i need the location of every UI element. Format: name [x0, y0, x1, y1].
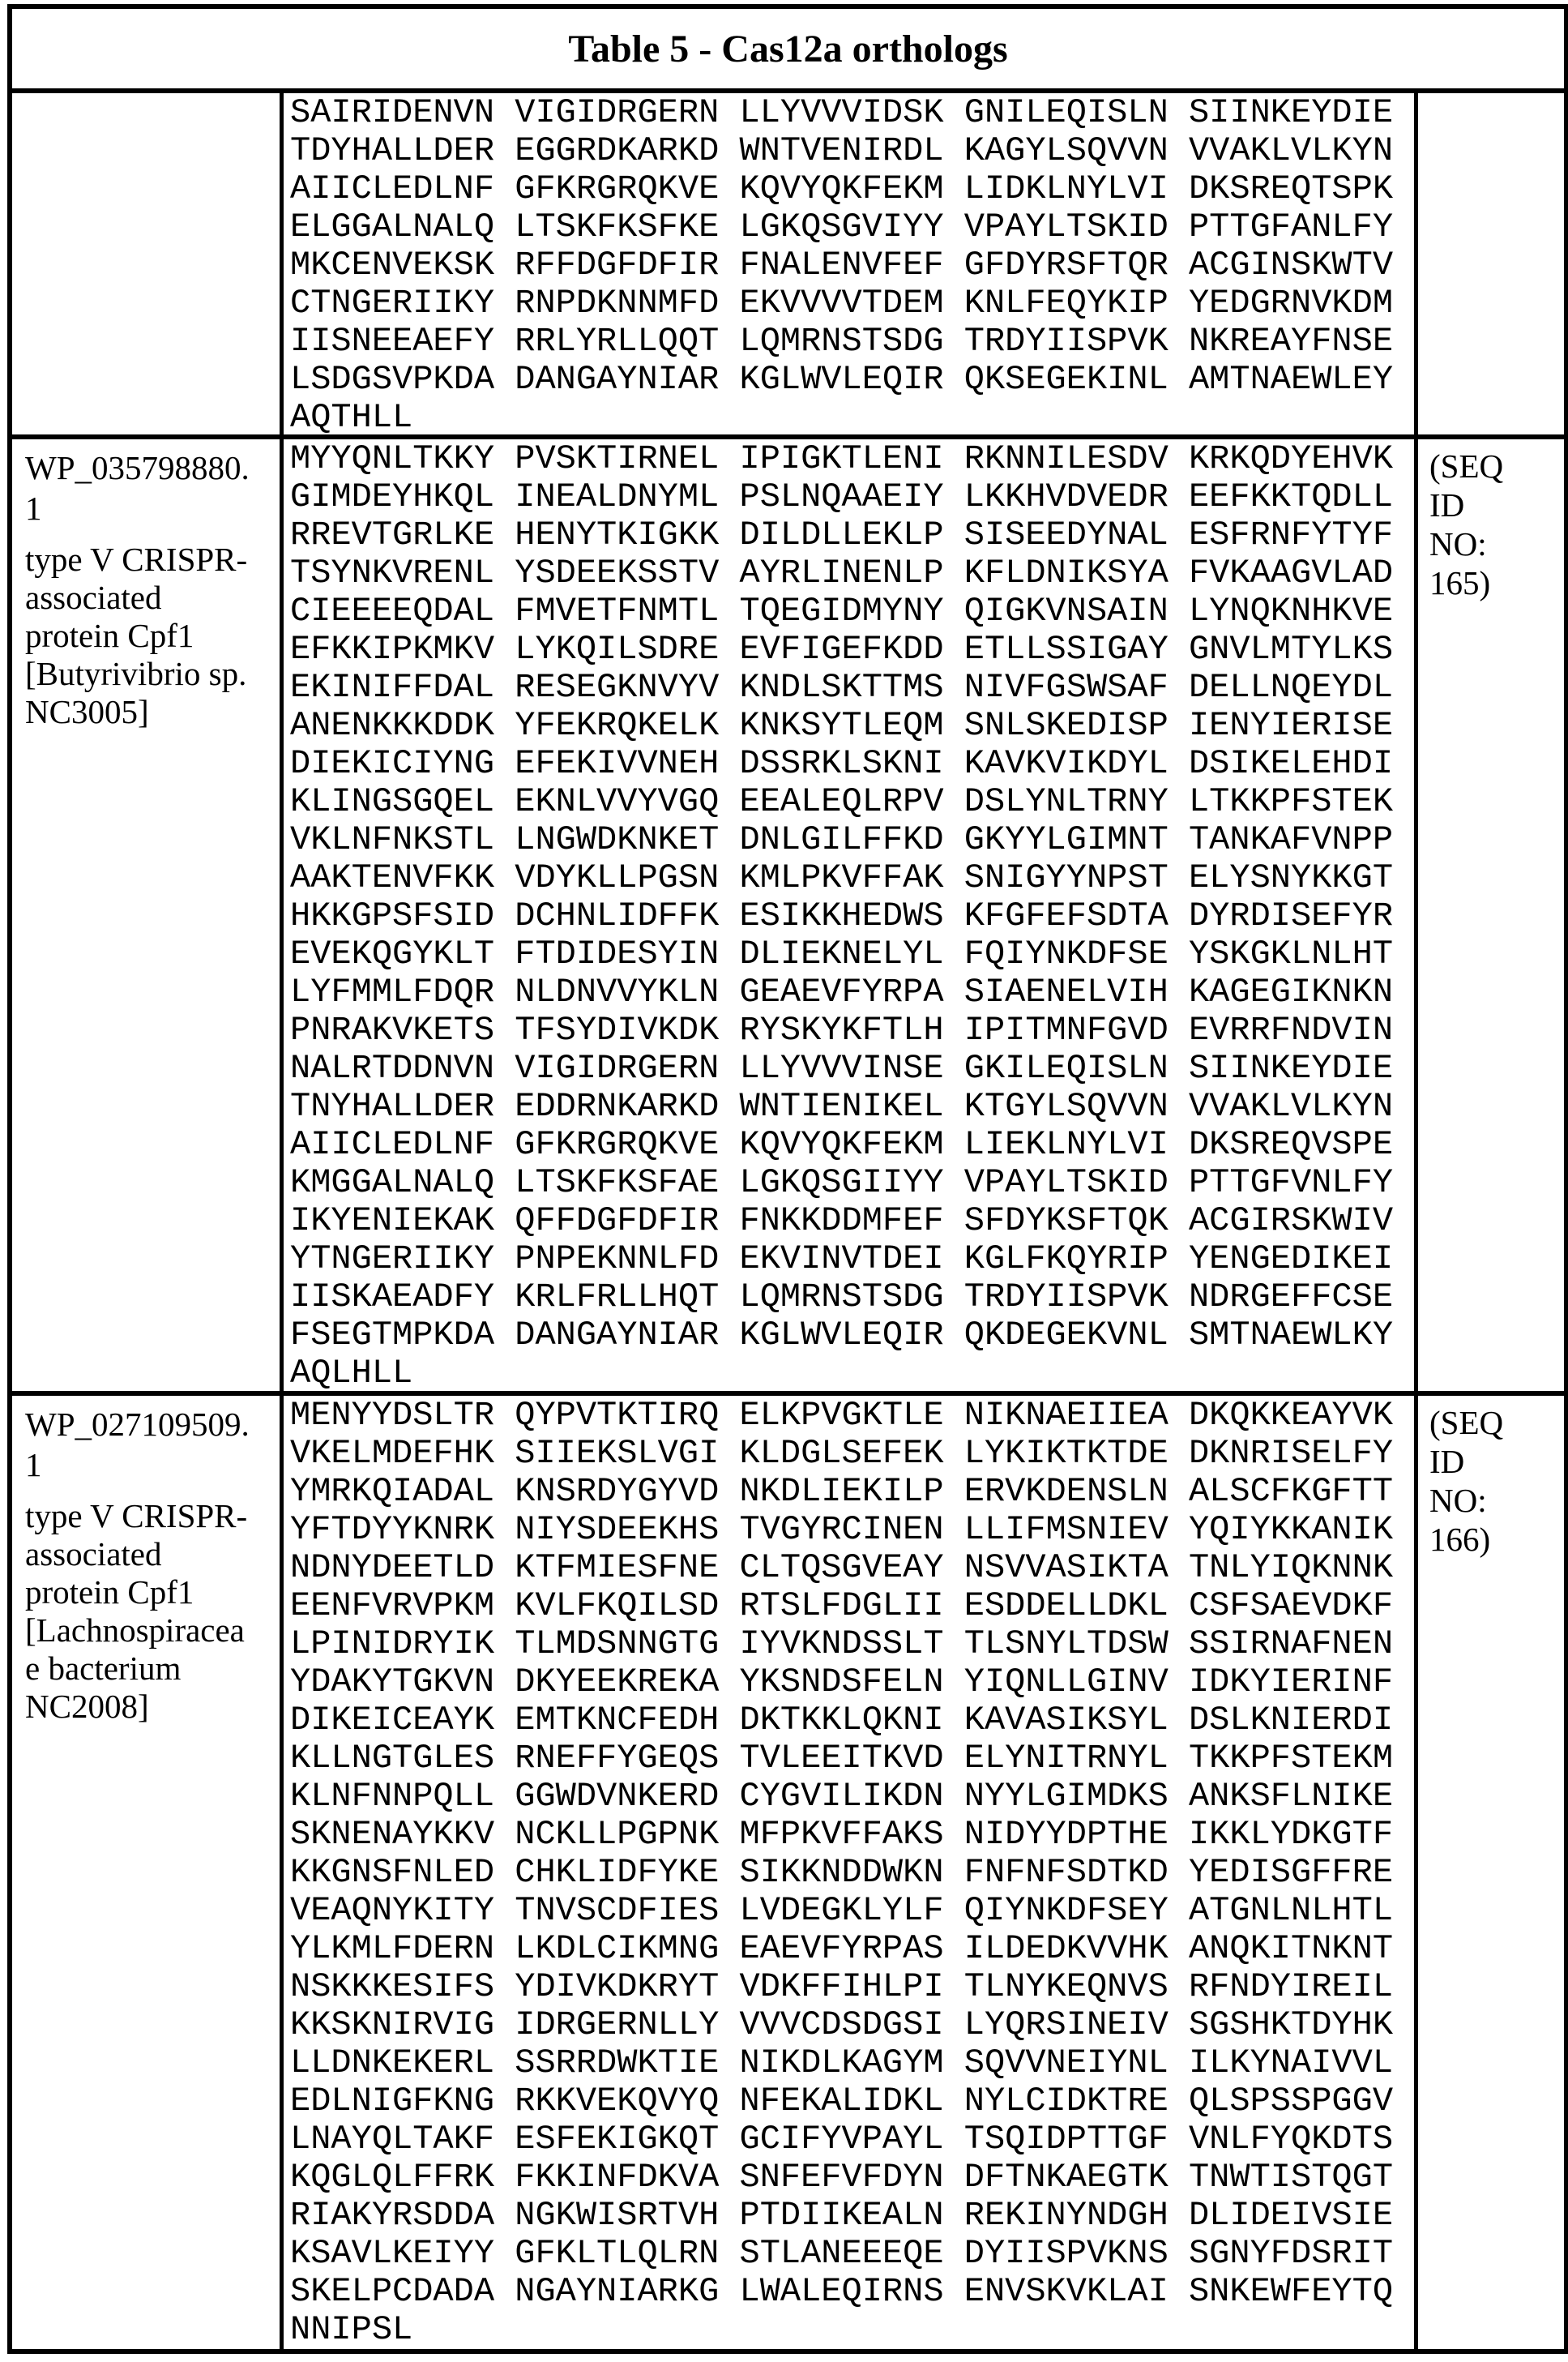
table-title: Table 5 - Cas12a orthologs: [568, 27, 1008, 71]
sequence-text: MYYQNLTKKY PVSKTIRNEL IPIGKTLENI RKNNILESDV KRKQDYEHVK GIMDEYHKQL INEALDNYML PSLNQAAEIY LKKHVDVEDR EEFKKTQDLL RREVTGRLKE HENYTKIGKK DILDLLEKLP SISEEDYNAL ESFRNFYTYF TSYNKVRENL YSDEEKSSTV AYRLINENLP KFLDNIKSYA FVKAAGVLAD CIEEEEQDAL FMVETFNMTL TQEGIDMYNY QIGKVNSAIN LYNQKNHKVE EFKKIPKMKV LYKQILSDRE EVFIGEFKDD ETLLSSIGAY GNVLMTYLKS EKINIFFDAL RESEGKNVYV KNDLSKTTMS NIVFGSWSAF DELLNQEYDL ANENKKKDDK YFEKRQKELK KNKSYTLEQM SNLSKEDISP IENYIERISE DIEKICIYNG EFEKIVVNEH DSSRKLSKNI KAVKVIKDYL DSIKELEHDI KLINGSGQEL EKNLVVYVGQ EEALEQLRPV DSLYNLTRNY LTKKPFSTEK VKLNFNKSTL LNGWDKNKET DNLGILFFKD GKYYLGIMNT TANKAFVNPP AAKTENVFKK VDYKLLPGSN KMLPKVFFAK SNIGYYNPST ELYSNYKKGT HKKGPSFSID DCHNLIDFFK ESIKKHEDWS KFGFEFSDTA DYRDISEFYR EVEKQGYKLT FTDIDESYIN DLIEKNELYL FQIYNKDFSE YSKGKLNLHT LYFMMLFDQR NLDNVVYKLN GEAEVFYRPA SIAENELVIH KAGEGIKNKN PNRAKVKETS TFSYDIVKDK RYSKYKFTLH IPITMNFGVD EVRRFNDVIN NALRTDDNVN VIGIDRGERN LLYVVVINSE GKILEQISLN SIINKEYDIE TNYHALLDER EDDRNKARKD WNTIENIKEL KTGYLSQVVN VVAKLVLKYN AIICLEDLNF GFKRGRQKVE KQVYQKFEKM LIEKLNYLVI DKSREQVSPE KMGGALNALQ LTSKFKSFAE LGKQSGIIYY VPAYLTSKID PTTGFVNLFY IKYENIEKAK QFFDGFDFIR FNKKDDMFEF SFDYKSFTQK ACGIRSKWIV YTNGERIIKY PNPEKNNLFD EKVINVTDEI KGLFKQYRIP YENGEDIKEI IISKAEADFY KRLFRLLHQT LQMRNSTSDG TRDYIISPVK NDRGEFFCSE FSEGTMPKDA DANGAYNIAR KGLWVLEQIR QKDEGEKVNL SMTNAEWLKY AQLHLL: [290, 439, 1394, 1391]
accession-cell: [12, 439, 284, 1391]
seq-id-cell: [1418, 93, 1564, 434]
accession-cell: [12, 93, 284, 434]
sequence-cell: [284, 93, 1418, 434]
orthologs-table: [7, 4, 1568, 2354]
sequence-text: SAIRIDENVN VIGIDRGERN LLYVVVIDSK GNILEQISLN SIINKEYDIE TDYHALLDER EGGRDKARKD WNTVENIRDL KAGYLSQVVN VVAKLVLKYN AIICLEDLNF GFKRGRQKVE KQVYQKFEKM LIDKLNYLVI DKSREQTSPK ELGGALNALQ LTSKFKSFKE LGKQSGVIYY VPAYLTSKID PTTGFANLFY MKCENVEKSK RFFDGFDFIR FNALENVFEF GFDYRSFTQR ACGINSKWTV CTNGERIIKY RNPDKNNMFD EKVVVVTDEM KNLFEQYKIP YEDGRNVKDM IISNEEAEFY RRLYRLLQQT LQMRNSTSDG TRDYIISPVK NKREAYFNSE LSDGSVPKDA DANGAYNIAR KGLWVLEQIR QKSEGEKINL AMTNAEWLEY AQTHLL: [290, 93, 1394, 434]
table-row: [12, 93, 1564, 439]
seq-id-text: (SEQ ID NO: 165): [1429, 447, 1504, 601]
seq-id-text: (SEQ ID NO: 166): [1429, 1404, 1504, 1558]
sequence-cell: [284, 1396, 1418, 2349]
table-row: [12, 439, 1564, 1396]
accession-text: WP_027109509. 1: [25, 1406, 250, 1483]
sequence-cell: [284, 439, 1418, 1391]
table-row: [12, 1396, 1564, 2349]
protein-description: type V CRISPR- associated protein Cpf1 [Butyrivibrio sp. NC3005]: [25, 541, 248, 730]
seq-id-cell: [1418, 1396, 1564, 2349]
seq-id-cell: [1418, 439, 1564, 1391]
accession-cell: [12, 1396, 284, 2349]
accession-text: WP_035798880. 1: [25, 449, 250, 527]
sequence-text: MENYYDSLTR QYPVTKTIRQ ELKPVGKTLE NIKNAEIIEA DKQKKEAYVK VKELMDEFHK SIIEKSLVGI KLDGLSEFEK LYKIKTKTDE DKNRISELFY YMRKQIADAL KNSRDYGYVD NKDLIEKILP ERVKDENSLN ALSCFKGFTT YFTDYYKNRK NIYSDEEKHS TVGYRCINEN LLIFMSNIEV YQIYKKANIK NDNYDEETLD KTFMIESFNE CLTQSGVEAY NSVVASIKTA TNLYIQKNNK EENFVRVPKM KVLFKQILSD RTSLFDGLII ESDDELLDKL CSFSAEVDKF LPINIDRYIK TLMDSNNGTG IYVKNDSSLT TLSNYLTDSW SSIRNAFNEN YDAKYTGKVN DKYEEKREKA YKSNDSFELN YIQNLLGINV IDKYIERINF DIKEICEAYK EMTKNCFEDH DKTKKLQKNI KAVASIKSYL DSLKNIERDI KLLNGTGLES RNEFFYGEQS TVLEEITKVD ELYNITRNYL TKKPFSTEKM KLNFNNPQLL GGWDVNKERD CYGVILIKDN NYYLGIMDKS ANKSFLNIKE SKNENAYKKV NCKLLPGPNK MFPKVFFAKS NIDYYDPTHE IKKLYDKGTF KKGNSFNLED CHKLIDFYKE SIKKNDDWKN FNFNFSDTKD YEDISGFFRE VEAQNYKITY TNVSCDFIES LVDEGKLYLF QIYNKDFSEY ATGNLNLHTL YLKMLFDERN LKDLCIKMNG EAEVFYRPAS ILDEDKVVHK ANQKITNKNT NSKKKESIFS YDIVKDKRYT VDKFFIHLPI TLNYKEQNVS RFNDYIREIL KKSKNIRVIG IDRGERNLLY VVVCDSDGSI LYQRSINEIV SGSHKTDYHK LLDNKEKERL SSRRDWKTIE NIKDLKAGYM SQVVNEIYNL ILKYNAIVVL EDLNIGFKNG RKKVEKQVYQ NFEKALIDKL NYLCIDKTRE QLSPSSPGGV LNAYQLTAKF ESFEKIGKQT GCIFYVPAYL TSQIDPTTGF VNLFYQKDTS KQGLQLFFRK FKKINFDKVA SNFEFVFDYN DFTNKAEGTK TNWTISTQGT RIAKYRSDDA NGKWISRTVH PTDIIKEALN REKINYNDGH DLIDEIVSIE KSAVLKEIYY GFKLTLQLRN STLANEEEQE DYIISPVKNS SGNYFDSRIT SKELPCDADA NGAYNIARKG LWALEQIRNS ENVSKVKLAI SNKEWFEYTQ NNIPSL: [290, 1396, 1394, 2349]
protein-description: type V CRISPR- associated protein Cpf1 [Lachnospiracea e bacterium NC2008]: [25, 1497, 248, 1725]
table-title-row: [12, 9, 1564, 93]
